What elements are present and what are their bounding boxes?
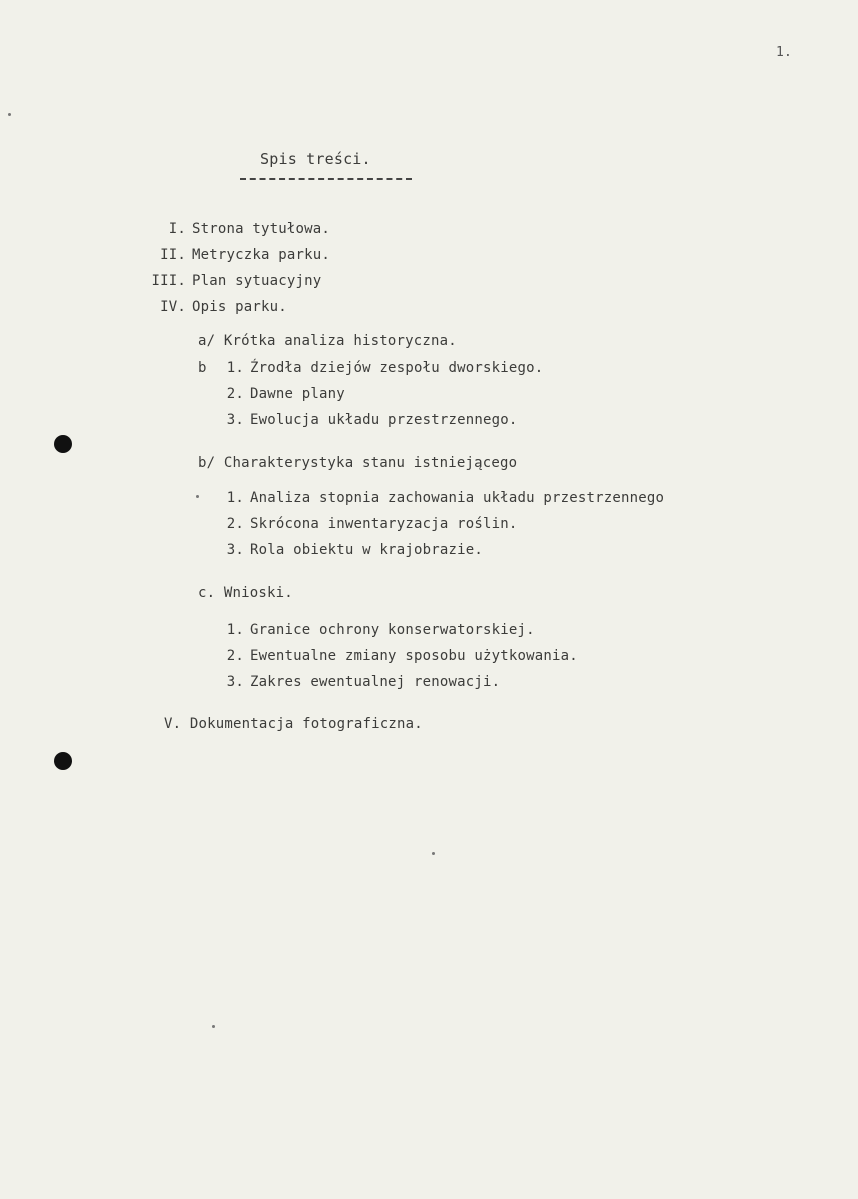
toc-section-1: [150, 221, 330, 237]
toc-section-number: V.: [164, 716, 182, 732]
item-number: 2.: [226, 648, 244, 664]
title-underline: [240, 178, 412, 180]
toc-section-number: I.: [168, 221, 186, 237]
toc-section-4: [150, 299, 287, 315]
item-number: 1.: [226, 490, 244, 506]
toc-section-text: Opis parku.: [192, 299, 287, 315]
part-a-heading: a/ Krótka analiza historyczna.: [198, 333, 457, 349]
part-c-item-1: [222, 622, 535, 638]
toc-section-text: Plan sytuacyjny: [192, 273, 322, 289]
part-a-item-2: [222, 386, 345, 402]
item-number: 1.: [226, 360, 244, 376]
toc-section-3: [150, 273, 321, 289]
part-a-item-3: [222, 412, 518, 428]
item-number: 2.: [226, 386, 244, 402]
ink-speck: [196, 495, 199, 498]
toc-section-text: Strona tytułowa.: [192, 221, 331, 237]
part-b-item-2: [222, 516, 518, 532]
toc-section-text: Dokumentacja fotograficzna.: [189, 716, 423, 732]
ink-speck: [212, 1025, 215, 1028]
item-text: Granice ochrony konserwatorskiej.: [250, 622, 535, 638]
part-c-item-2: [222, 648, 578, 664]
toc-section-number: II.: [160, 247, 186, 263]
page-title: Spis treści.: [260, 150, 371, 168]
page-number: 1.: [776, 45, 793, 60]
item-number: 1.: [226, 622, 244, 638]
ink-speck: [8, 113, 11, 116]
item-text: Źrodła dziejów zespołu dworskiego.: [250, 360, 544, 376]
toc-section-number: IV.: [160, 299, 186, 315]
toc-section-number: III.: [151, 273, 186, 289]
part-b-heading: b/ Charakterystyka stanu istniejącego: [198, 455, 518, 471]
item-text: Ewolucja układu przestrzennego.: [250, 412, 518, 428]
toc-section-text: Metryczka parku.: [192, 247, 331, 263]
item-text: Zakres ewentualnej renowacji.: [250, 674, 501, 690]
item-number: 3.: [226, 542, 244, 558]
item-text: Skrócona inwentaryzacja roślin.: [250, 516, 518, 532]
toc-section-5: [164, 716, 423, 732]
item-number: 3.: [226, 412, 244, 428]
part-b-item-1: [222, 490, 664, 506]
part-c-heading: c. Wnioski.: [198, 585, 293, 601]
part-a-item-1: [222, 360, 543, 376]
item-text: Rola obiektu w krajobrazie.: [250, 542, 483, 558]
item-text: Dawne plany: [250, 386, 345, 402]
item-number: 2.: [226, 516, 244, 532]
item-number: 3.: [226, 674, 244, 690]
item-text: Ewentualne zmiany sposobu użytkowania.: [250, 648, 578, 664]
item-text: Analiza stopnia zachowania układu przestrzennego: [250, 490, 665, 506]
punch-hole-bottom: [54, 752, 72, 770]
punch-hole-top: [54, 435, 72, 453]
part-a-marker: b: [198, 360, 207, 376]
toc-section-2: [150, 247, 330, 263]
part-b-item-3: [222, 542, 483, 558]
part-c-item-3: [222, 674, 500, 690]
ink-speck: [432, 852, 435, 855]
